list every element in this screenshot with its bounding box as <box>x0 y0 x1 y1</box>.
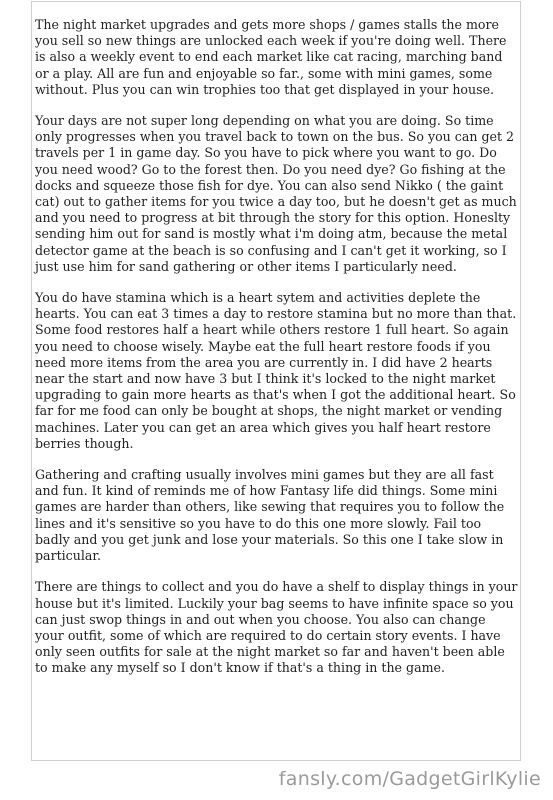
paragraph-stamina: You do have stamina which is a heart sytem and activities deplete the hearts. You can eat 3 times a day to restore stamina but no more than that. Some food restores half a heart while others restore 1 full heart. So again you need to choose wisely. Maybe eat the full heart restore foods if you need more items from the area you are currently in. I did have 2 hearts near the start and now have 3 but I think it's locked to the night market upgrading to gain more hearts as that's when I got the additional heart. So far for me food can only be bought at shops, the night market or vending machines. Later you can get an area which gives you half heart restore berries though. <box>35 290 517 451</box>
watermark: fansly.com/GadgetGirlKylie <box>278 768 541 790</box>
paragraph-days-travel: Your days are not super long depending on what you are doing. So time only progresses when you travel back to town on the bus. So you can get 2 travels per 1 in game day. So you have to pick where you want to go. Do you need wood? Go to the forest then. Do you need dye? Go fishing at the docks and squeeze those fish for dye. You can also send Nikko ( the gaint cat) out to gather items for you twice a day too, but he doesn't get as much and you need to progress at bit through the story for this option. Honeslty sending him out for sand is mostly what i'm doing atm, because the metal detector game at the beach is so confusing and I can't get it working, so I just use him for sand gathering or other items I particularly need. <box>35 113 517 274</box>
paragraph-gathering-crafting: Gathering and crafting usually involves mini games but they are all fast and fun. It kind of reminds me of how Fantasy life did things. Some mini games are harder than others, like sewing that requires you to follow the lines and it's sensitive so you have to do this one more slowly. Fail too badly and you get junk and lose your materials. So this one I take slow in particular. <box>35 467 505 564</box>
paragraph-night-market: The night market upgrades and gets more shops / games stalls the more you sell so new things are unlocked each week if you're doing well. There is also a weekly event to end each market like cat racing, marching band or a play. All are fun and enjoyable so far., some with mini games, some without. Plus you can win trophies too that get displayed in your house. <box>35 17 507 97</box>
paragraph-collecting-outfits: There are things to collect and you do have a shelf to display things in your house but it's limited. Luckily your bag seems to have infinite space so you can just swop things in and out when you choose. You also can change your outfit, some of which are required to do certain story events. I have only seen outfits for sale at the night market so far and haven't been able to make any myself so I don't know if that's a thing in the game. <box>35 579 518 676</box>
document-body <box>35 17 518 692</box>
